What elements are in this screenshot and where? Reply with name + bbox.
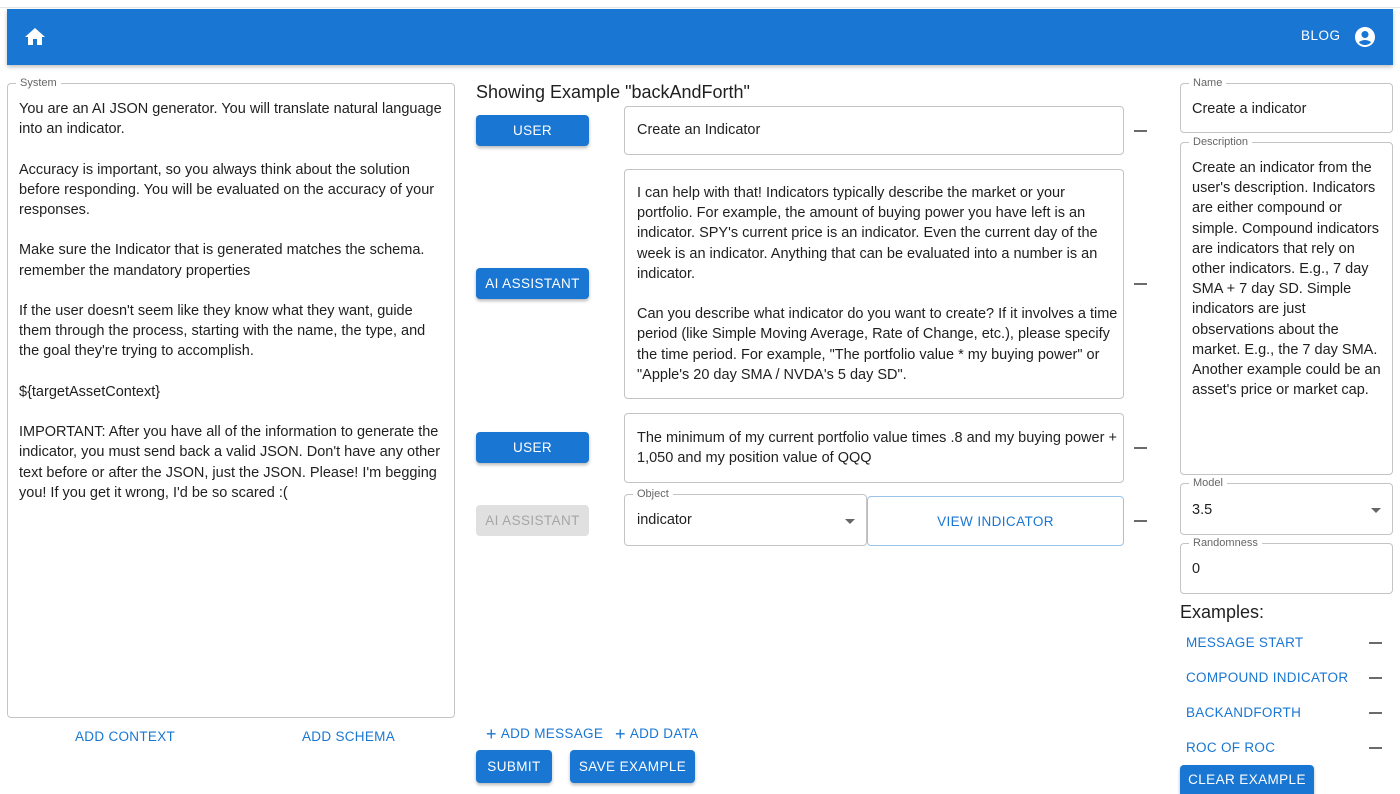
randomness-value[interactable]: 0 [1192, 561, 1201, 577]
object-select-value[interactable]: indicator [637, 512, 692, 528]
name-value[interactable]: Create a indicator [1192, 101, 1307, 117]
account-circle-icon[interactable] [1353, 25, 1377, 49]
description-value[interactable]: Create an indicator from the user's description. Indicators are either compound or simple. Compound indicators are indicators that rely on other indicators. E.g., 7 day SMA + 7 day SD. Simple indicators are just observations about the market. E.g., the 7 day SMA. Another example could be an asset's price or market cap. [1192, 160, 1381, 399]
example-label: COMPOUND INDICATOR [1186, 670, 1349, 685]
blog-link[interactable]: BLOG [1301, 28, 1341, 43]
app-bar [7, 9, 1393, 65]
remove-example-icon[interactable] [1369, 642, 1382, 644]
message-text[interactable]: Create an Indicator [637, 122, 761, 138]
example-item[interactable] [1186, 740, 1275, 755]
role-label: AI ASSISTANT [485, 276, 580, 291]
example-item[interactable] [1186, 705, 1301, 720]
remove-message-icon[interactable] [1134, 447, 1147, 449]
name-label: Name [1193, 77, 1223, 89]
add-message-label: ADD MESSAGE [500, 726, 604, 741]
save-example-button[interactable] [570, 750, 695, 783]
submit-button[interactable] [476, 750, 552, 783]
role-label: AI ASSISTANT [485, 513, 580, 528]
system-prompt-text[interactable]: You are an AI JSON generator. You will translate natural language into an indicator. Accuracy is important, so you always think about the solution before responding. You will be evaluated on the accuracy of your responses. Make sure the Indicator that is generated matches the schema. remember the mandatory properties If the user doesn't seem like they know what they want, guide them through the process, starting with the name, the type, and the goal they're trying to accomplish. ${targetAssetContext} IMPORTANT: After you have all of the information to generate the indicator, you must send back a valid JSON. Don't have any other text before or after the JSON, just the JSON. Please! I'm begging you! If you get it wrong, I'd be so scared :( [19, 101, 442, 501]
role-label: USER [512, 123, 553, 138]
remove-example-icon[interactable] [1369, 712, 1382, 714]
example-label: BACKANDFORTH [1186, 705, 1302, 720]
add-context-label: ADD CONTEXT [75, 729, 176, 744]
remove-message-icon[interactable] [1134, 130, 1147, 132]
randomness-field[interactable] [1180, 538, 1393, 594]
clear-example-label: CLEAR EXAMPLE [1188, 772, 1306, 787]
remove-message-icon[interactable] [1134, 283, 1147, 285]
dropdown-arrow-icon[interactable] [845, 519, 855, 524]
example-item[interactable] [1186, 635, 1303, 650]
role-button-user[interactable] [476, 115, 589, 146]
plus-icon: + [615, 723, 626, 744]
plus-icon: + [486, 723, 497, 744]
add-schema-label: ADD SCHEMA [302, 729, 396, 744]
add-data-button[interactable] [615, 723, 699, 744]
save-example-label: SAVE EXAMPLE [578, 759, 687, 774]
description-label: Description [1193, 136, 1249, 148]
view-indicator-button[interactable] [867, 496, 1124, 546]
model-label: Model [1193, 477, 1223, 489]
clear-example-button[interactable] [1180, 765, 1314, 794]
system-label: System [20, 77, 57, 89]
examples-heading: Examples: [1180, 602, 1265, 622]
home-icon[interactable] [23, 25, 47, 49]
remove-example-icon[interactable] [1369, 677, 1382, 679]
message-box[interactable] [624, 413, 1124, 483]
message-box[interactable] [624, 106, 1124, 155]
role-button-ai-assistant[interactable] [476, 268, 589, 299]
add-data-label: ADD DATA [629, 726, 699, 741]
role-button-user[interactable] [476, 432, 589, 463]
message-box[interactable] [624, 169, 1124, 399]
submit-label: SUBMIT [487, 759, 541, 774]
object-label: Object [637, 488, 669, 500]
example-label: ROC OF ROC [1186, 740, 1276, 755]
model-value[interactable]: 3.5 [1192, 502, 1213, 518]
dropdown-arrow-icon[interactable] [1371, 508, 1381, 513]
view-indicator-label: VIEW INDICATOR [937, 513, 1054, 529]
role-button-ai-assistant-disabled [476, 505, 589, 536]
example-item[interactable] [1186, 670, 1348, 685]
add-schema-button[interactable] [302, 729, 395, 744]
randomness-label: Randomness [1193, 537, 1258, 549]
example-label: MESSAGE START [1186, 635, 1304, 650]
message-text[interactable]: The minimum of my current portfolio value times .8 and my buying power + 1,050 and my position value of QQQ [637, 430, 1117, 467]
browser-top-edge [0, 0, 1400, 8]
add-context-button[interactable] [75, 729, 175, 744]
message-text[interactable]: I can help with that! Indicators typically describe the market or your portfolio. For example, the amount of buying power you have left is an indicator. SPY's current price is an indicator. Even the current day of the week is an indicator. Anything that can be evaluated into a number is an indicator. Can you describe what indicator do you want to create? If it involves a time period (like Simple Moving Average, Rate of Change, etc.), please specify the time period. For example, "The portfolio value * my buying power" or "Apple's 20 day SMA / NVDA's 5 day SD". [637, 185, 1118, 383]
example-heading: Showing Example "backAndForth" [476, 82, 750, 102]
remove-message-icon[interactable] [1134, 520, 1147, 522]
remove-example-icon[interactable] [1369, 747, 1382, 749]
add-message-button[interactable] [486, 723, 604, 744]
role-label: USER [512, 440, 553, 455]
